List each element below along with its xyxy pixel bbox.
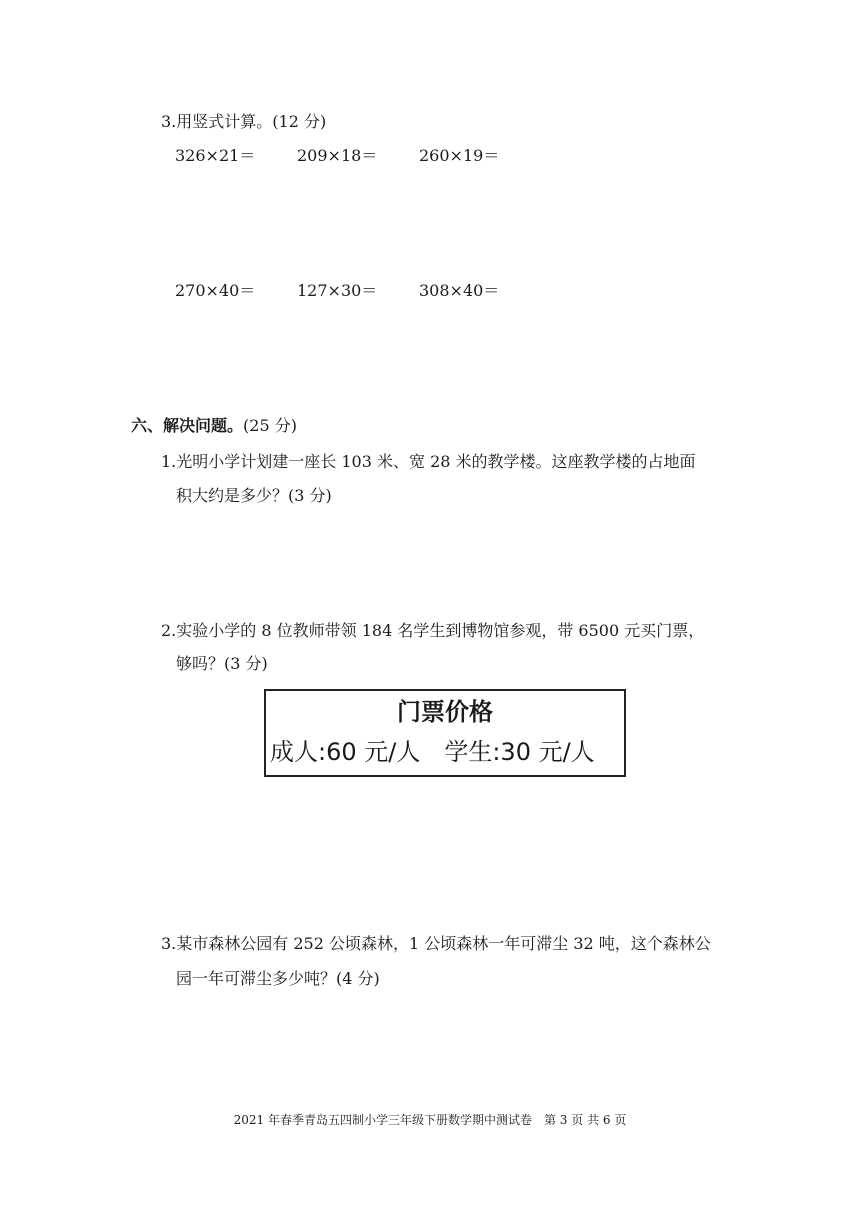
problem-1-line-2: 积大约是多少？(3 分) — [176, 486, 332, 505]
ticket-price-title: 门票价格 — [397, 698, 493, 726]
question-3-title: 3.用竖式计算。(12 分) — [161, 112, 327, 131]
calc-item: 209×18＝ — [297, 146, 378, 165]
page-footer: 2021 年春季青岛五四制小学三年级下册数学期中测试卷 第 3 页 共 6 页 — [233, 1113, 627, 1127]
calc-item: 326×21＝ — [175, 146, 256, 165]
ticket-price-box — [264, 689, 626, 777]
problem-1-line-1: 1.光明小学计划建一座长 103 米、宽 28 米的教学楼。这座教学楼的占地面 — [161, 452, 696, 471]
section-6-score: (25 分) — [243, 416, 297, 435]
calc-item: 270×40＝ — [175, 281, 256, 300]
ticket-price-line: 成人:60 元/人 学生:30 元/人 — [270, 738, 595, 766]
problem-3-line-1: 3.某市森林公园有 252 公顷森林，1 公顷森林一年可滞尘 32 吨，这个森林公 — [161, 934, 711, 953]
problem-3-line-2: 园一年可滞尘多少吨？(4 分) — [176, 969, 380, 988]
calc-item: 308×40＝ — [419, 281, 500, 300]
section-6-header — [131, 416, 297, 436]
calc-item: 260×19＝ — [419, 146, 500, 165]
calc-item: 127×30＝ — [297, 281, 378, 300]
section-6-heading: 六、解决问题。 — [131, 416, 244, 435]
problem-2-line-2: 够吗？(3 分) — [176, 654, 268, 673]
problem-2-line-1: 2.实验小学的 8 位教师带领 184 名学生到博物馆参观，带 6500 元买门票， — [161, 621, 705, 640]
